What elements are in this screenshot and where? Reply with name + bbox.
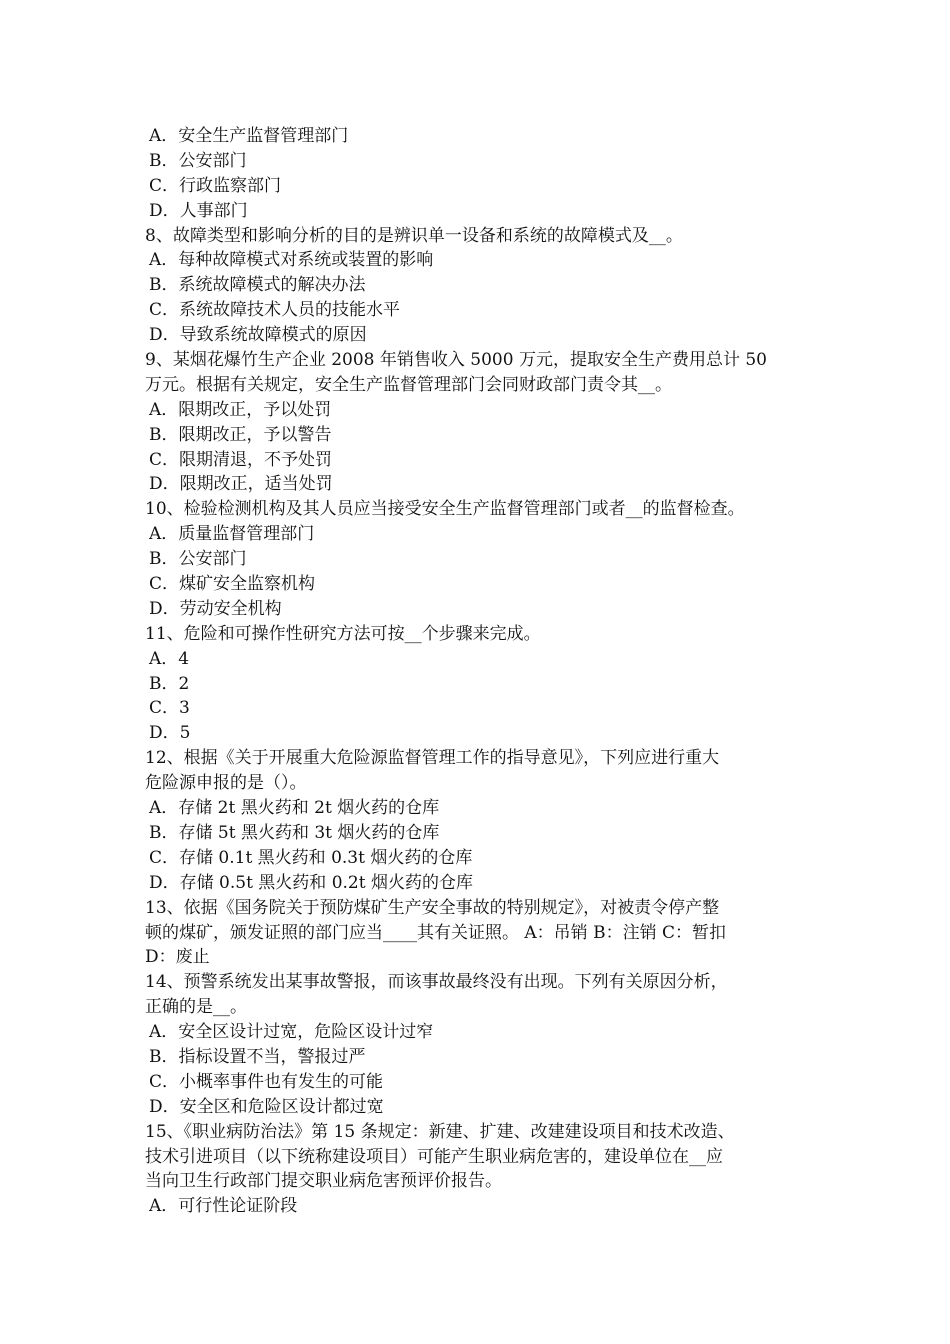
question-text-line: 11、危险和可操作性研究方法可按__个步骤来完成。 (145, 623, 541, 644)
answer-option: A．质量监督管理部门 (149, 524, 315, 545)
question-text-line: D：废止 (145, 947, 210, 968)
question-text-line: 危险源申报的是（）。 (145, 773, 307, 794)
question-text-line: 当向卫生行政部门提交职业病危害预评价报告。 (145, 1171, 502, 1192)
answer-option: C．3 (149, 698, 190, 719)
answer-option: D．劳动安全机构 (149, 598, 282, 619)
question-text-line: 9、某烟花爆竹生产企业 2008 年销售收入 5000 万元，提取安全生产费用总计 50 (145, 350, 767, 371)
question-text-line: 顿的煤矿，颁发证照的部门应当____其有关证照。 A：吊销 B：注销 C：暂扣 (145, 922, 726, 943)
question-text-line: 正确的是__。 (145, 997, 247, 1018)
question-text-line: 12、根据《关于开展重大危险源监督管理工作的指导意见》，下列应进行重大 (145, 748, 720, 769)
answer-option: C．系统故障技术人员的技能水平 (149, 300, 401, 321)
answer-option: C．存储 0.1t 黑火药和 0.3t 烟火药的仓库 (149, 847, 473, 868)
answer-option: D．安全区和危险区设计都过宽 (149, 1096, 384, 1117)
question-text-line: 15、《职业病防治法》第 15 条规定：新建、扩建、改建建设项目和技术改造、 (145, 1121, 735, 1142)
answer-option: C．小概率事件也有发生的可能 (149, 1071, 384, 1092)
answer-option: D．导致系统故障模式的原因 (149, 325, 367, 346)
answer-option: A．存储 2t 黑火药和 2t 烟火药的仓库 (149, 798, 440, 819)
answer-option: D．人事部门 (149, 200, 248, 221)
answer-option: B．系统故障模式的解决办法 (149, 275, 366, 296)
question-text-line: 10、检验检测机构及其人员应当接受安全生产监督管理部门或者__的监督检查。 (145, 499, 745, 520)
answer-option: B．公安部门 (149, 549, 247, 570)
answer-option: B．2 (149, 673, 190, 694)
question-text-line: 万元。根据有关规定，安全生产监督管理部门会同财政部门责令其__。 (145, 374, 672, 395)
answer-option: A．可行性论证阶段 (149, 1196, 298, 1217)
answer-option: A．每种故障模式对系统或装置的影响 (149, 250, 434, 271)
answer-option: B．公安部门 (149, 150, 247, 171)
question-text-line: 14、预警系统发出某事故警报，而该事故最终没有出现。下列有关原因分析， (145, 972, 728, 993)
answer-option: D．限期改正，适当处罚 (149, 474, 333, 495)
answer-option: B．限期改正，予以警告 (149, 424, 332, 445)
question-text-line: 8、故障类型和影响分析的目的是辨识单一设备和系统的故障模式及__。 (145, 225, 683, 246)
question-text-line: 13、依据《国务院关于预防煤矿生产安全事故的特别规定》，对被责令停产整 (145, 897, 720, 918)
answer-option: C．限期清退，不予处罚 (149, 449, 333, 470)
exam-question-list (145, 124, 810, 1219)
answer-option: A．4 (149, 648, 190, 669)
answer-option: B．指标设置不当，警报过严 (149, 1046, 366, 1067)
question-text-line: 技术引进项目（以下统称建设项目）可能产生职业病危害的，建设单位在__应 (145, 1146, 723, 1167)
answer-option: A．安全生产监督管理部门 (149, 126, 349, 146)
answer-option: C．行政监察部门 (149, 175, 282, 196)
answer-option: D．5 (149, 723, 191, 744)
answer-option: C．煤矿安全监察机构 (149, 574, 316, 595)
answer-option: B．存储 5t 黑火药和 3t 烟火药的仓库 (149, 822, 440, 843)
answer-option: A．安全区设计过宽，危险区设计过窄 (149, 1022, 434, 1043)
answer-option: A．限期改正，予以处罚 (149, 399, 332, 420)
answer-option: D．存储 0.5t 黑火药和 0.2t 烟火药的仓库 (149, 872, 473, 893)
